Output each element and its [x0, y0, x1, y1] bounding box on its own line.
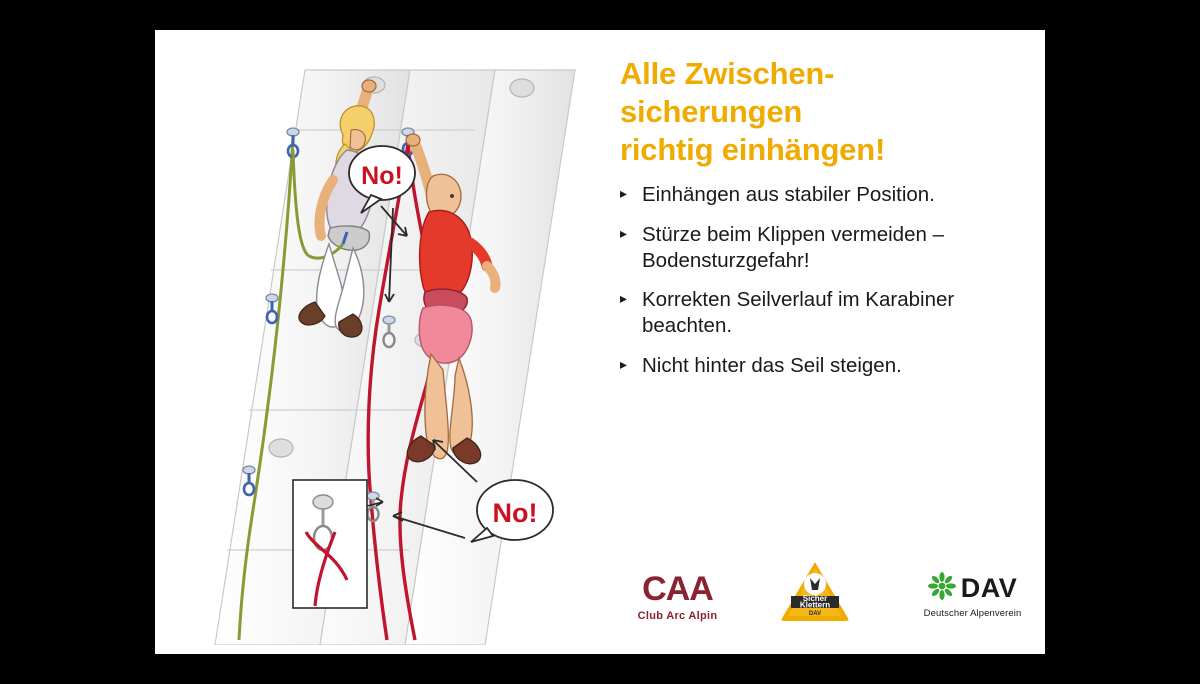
caa-label: Club Arc Alpin: [637, 610, 718, 622]
svg-text:No!: No!: [492, 498, 538, 528]
list-item: [620, 182, 1020, 208]
svg-text:No!: No!: [361, 162, 403, 190]
logo-dav: [905, 572, 1040, 619]
page-title: [620, 55, 1020, 168]
svg-text:DAV: DAV: [808, 611, 822, 617]
svg-text:Sicher: Sicher: [802, 594, 828, 603]
list-item-label: Korrekten Seilverlauf im Karabiner beachten.: [642, 288, 955, 338]
dav-subtitle: Deutscher Alpenverein: [923, 608, 1022, 619]
bullet-marker-icon: ▸: [620, 185, 628, 202]
list-item: [620, 353, 1020, 379]
edelweiss-icon: [928, 572, 956, 605]
list-item-label: Nicht hinter das Seil steigen.: [642, 353, 902, 377]
bullet-marker-icon: ▸: [620, 355, 628, 372]
list-item-label: Stürze beim Klippen vermeiden – Bodensturzgefahr!: [642, 222, 944, 272]
content-column: [620, 55, 1020, 392]
bullet-marker-icon: ▸: [620, 224, 628, 241]
headline-line-2: sicherungen: [620, 93, 803, 129]
headline-line-3: richtig einhängen!: [620, 131, 886, 167]
logo-sicher-klettern: [770, 558, 860, 624]
logo-row: [620, 550, 1020, 640]
logo-club-arc-alpin: [620, 572, 735, 622]
list-item-label: Einhängen aus stabiler Position.: [642, 183, 935, 207]
climbing-wall-illustration: [175, 40, 605, 645]
bullet-marker-icon: ▸: [620, 290, 628, 307]
headline-line-1: Alle Zwischen-: [620, 56, 835, 91]
bullet-list: [620, 182, 1020, 378]
list-item: [620, 287, 1020, 339]
dav-wordmark: DAV: [960, 573, 1018, 603]
sicher-klettern-badge-icon: [779, 558, 851, 624]
slide: [155, 30, 1045, 654]
list-item: [620, 222, 1020, 274]
svg-text:Klettern: Klettern: [799, 600, 831, 610]
caa-mark-icon: CAA: [642, 570, 713, 608]
